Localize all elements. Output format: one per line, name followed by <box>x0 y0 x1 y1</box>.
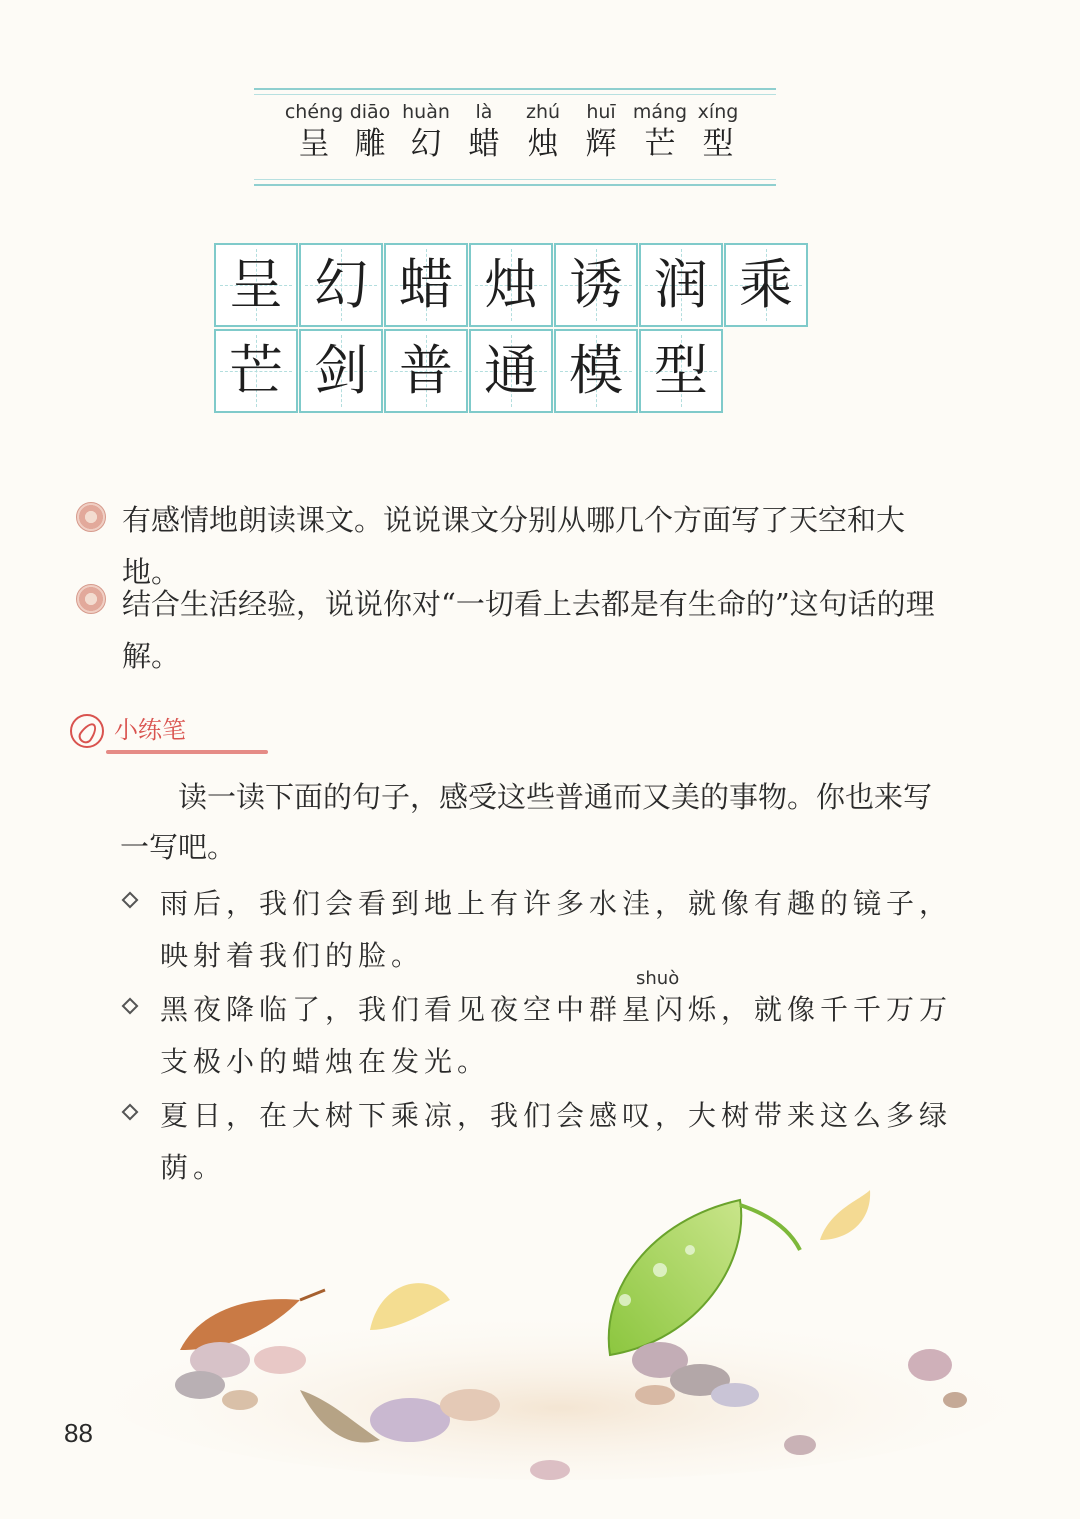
question-icon <box>76 502 106 532</box>
pebble-icon <box>530 1460 570 1480</box>
pebble-icon <box>635 1385 675 1405</box>
grid-cell <box>469 243 553 327</box>
grid-char: 普 <box>399 339 453 402</box>
grid-cell <box>214 329 298 413</box>
practice-label-text: 小练笔 <box>114 716 186 744</box>
vocab-item <box>454 100 514 164</box>
grid-cell <box>639 243 723 327</box>
pebble-icon <box>175 1371 225 1399</box>
pinyin: huī <box>586 101 616 123</box>
grid-char: 烛 <box>484 253 538 316</box>
hanzi: 蜡 <box>468 126 500 162</box>
pinyin: huàn <box>402 101 450 123</box>
pinyin: chéng <box>284 101 344 123</box>
page-number: 88 <box>64 1418 93 1448</box>
grid-cell <box>384 329 468 413</box>
grid-cell <box>554 329 638 413</box>
pebble-icon <box>908 1349 952 1381</box>
grid-cell <box>299 243 383 327</box>
sentence-text: 雨后，我们会看到地上有许多水洼，就像有趣的镜子，映射着我们的脸。 <box>160 887 953 972</box>
vocab-item <box>340 100 400 164</box>
vocab-item <box>688 100 748 164</box>
vocab-item <box>396 100 456 164</box>
hanzi: 幻 <box>410 126 442 162</box>
pen-icon <box>70 714 104 748</box>
vocab-item <box>513 100 573 164</box>
grid-cell <box>554 243 638 327</box>
pinyin: là <box>475 101 493 123</box>
question-text: 结合生活经验，说说你对“一切看上去都是有生命的”这句话的理解。 <box>122 587 935 673</box>
diamond-icon <box>122 1104 139 1121</box>
pebble-icon <box>943 1392 967 1408</box>
grid-cell <box>299 329 383 413</box>
grid-char: 润 <box>654 253 708 316</box>
sentence-text: 夏日，在大树下乘凉，我们会感叹，大树带来这么多绿荫。 <box>160 1099 953 1184</box>
pebble-icon <box>254 1346 306 1374</box>
pebble-icon <box>222 1390 258 1410</box>
sentence-text: 黑夜降临了，我们看见夜空中群星闪烁，就像千千万万支极小的蜡烛在发光。 <box>160 993 953 1078</box>
yellow-leaf-icon <box>820 1190 870 1240</box>
grid-char: 幻 <box>314 253 368 316</box>
diamond-icon <box>122 998 139 1015</box>
practice-intro: 读一读下面的句子，感受这些普通而又美的事物。你也来写一写吧。 <box>120 780 933 864</box>
vocab-item <box>284 100 344 164</box>
hanzi: 烛 <box>527 126 559 162</box>
grid-cell <box>214 243 298 327</box>
pebble-icon <box>440 1389 500 1421</box>
pebble-icon <box>370 1398 450 1442</box>
hanzi: 型 <box>702 126 734 162</box>
question-icon <box>76 584 106 614</box>
practice-label <box>70 712 210 752</box>
grid-char: 蜡 <box>399 253 453 316</box>
question-text: 有感情地朗读课文。说说课文分别从哪几个方面写了天空和大地。 <box>122 503 906 589</box>
vocab-item <box>571 100 631 164</box>
vocab-item <box>630 100 690 164</box>
diamond-icon <box>122 892 139 909</box>
vocab-bottom-rule <box>254 179 776 180</box>
hanzi: 辉 <box>585 126 617 162</box>
grid-cell <box>469 329 553 413</box>
grid-char: 呈 <box>229 253 283 316</box>
label-underline <box>106 750 268 754</box>
grid-char: 诱 <box>569 253 623 316</box>
hanzi: 芒 <box>644 126 676 162</box>
hanzi: 呈 <box>298 126 330 162</box>
vocab-box <box>254 88 776 186</box>
pebble-icon <box>784 1435 816 1455</box>
vocab-top-rule <box>254 94 776 95</box>
grid-char: 型 <box>654 339 708 402</box>
pinyin: xíng <box>697 101 739 123</box>
grid-cell <box>639 329 723 413</box>
pinyin: máng <box>632 101 688 123</box>
grid-char: 模 <box>569 339 623 402</box>
pebble-icon <box>711 1383 759 1407</box>
grid-char: 通 <box>484 339 538 402</box>
hanzi: 雕 <box>354 126 386 162</box>
grid-char: 芒 <box>229 339 283 402</box>
grid-cell <box>384 243 468 327</box>
ruby-pinyin: shuò <box>636 968 680 989</box>
grid-char: 乘 <box>739 253 793 316</box>
pinyin: zhú <box>525 101 561 123</box>
leaves-pebbles-illustration <box>0 1180 1080 1519</box>
grid-cell <box>724 243 808 327</box>
grid-char: 剑 <box>314 339 368 402</box>
pinyin: diāo <box>349 101 391 123</box>
